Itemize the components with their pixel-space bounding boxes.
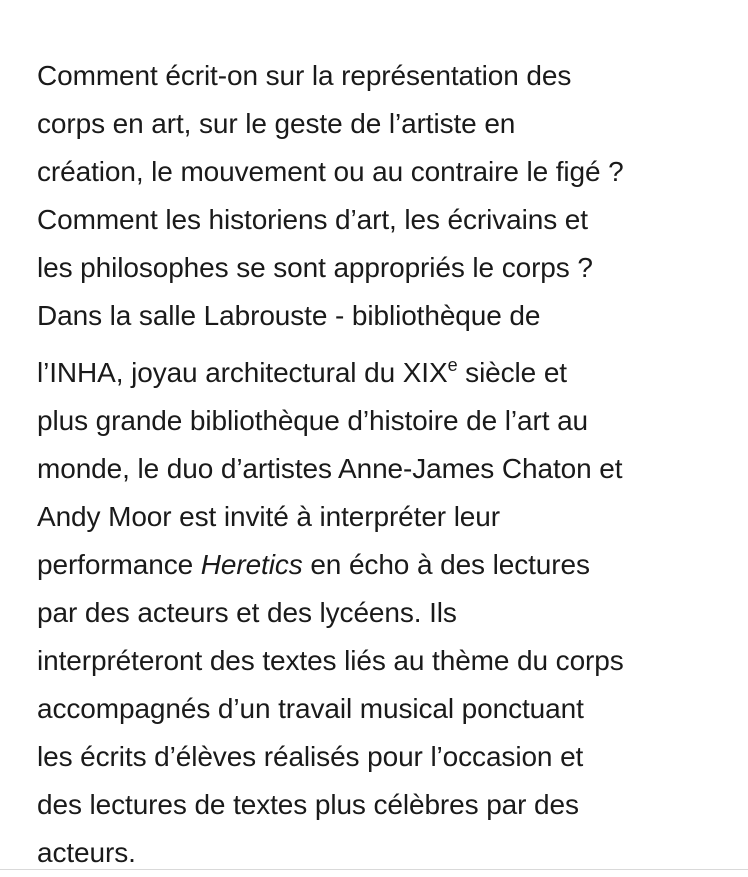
text-line: création, le mouvement ou au contraire le figé ? <box>37 156 624 187</box>
text-line <box>37 349 727 397</box>
text-segment: siècle et <box>457 357 567 388</box>
text-line: accompagnés d’un travail musical ponctuant <box>37 693 584 724</box>
divider <box>0 869 748 870</box>
superscript: e <box>447 355 458 375</box>
text-line: plus grande bibliothèque d’histoire de l’art au <box>37 405 589 436</box>
text-line: les écrits d’élèves réalisés pour l’occasion et <box>37 741 584 772</box>
text-line: Comment les historiens d’art, les écrivains et <box>37 204 588 235</box>
article-paragraph <box>37 52 727 877</box>
text-segment: performance <box>37 549 201 580</box>
text-line: par des acteurs et des lycéens. Ils <box>37 597 457 628</box>
text-line: Dans la salle Labrouste - bibliothèque de <box>37 300 541 331</box>
text-line: des lectures de textes plus célèbres par des <box>37 789 579 820</box>
text-segment: l’INHA, joyau architectural du XIX <box>37 357 448 388</box>
text-line: acteurs. <box>37 837 136 868</box>
text-line: interpréteront des textes liés au thème du corps <box>37 645 624 676</box>
text-segment: en écho à des lectures <box>302 549 590 580</box>
text-line: Comment écrit-on sur la représentation des <box>37 60 572 91</box>
text-line: Andy Moor est invité à interpréter leur <box>37 501 500 532</box>
text-line: monde, le duo d’artistes Anne-James Chaton et <box>37 453 623 484</box>
text-line: corps en art, sur le geste de l’artiste en <box>37 108 516 139</box>
performance-title: Heretics <box>200 549 303 580</box>
text-line <box>37 541 727 589</box>
text-line: les philosophes se sont appropriés le corps ? <box>37 252 593 283</box>
